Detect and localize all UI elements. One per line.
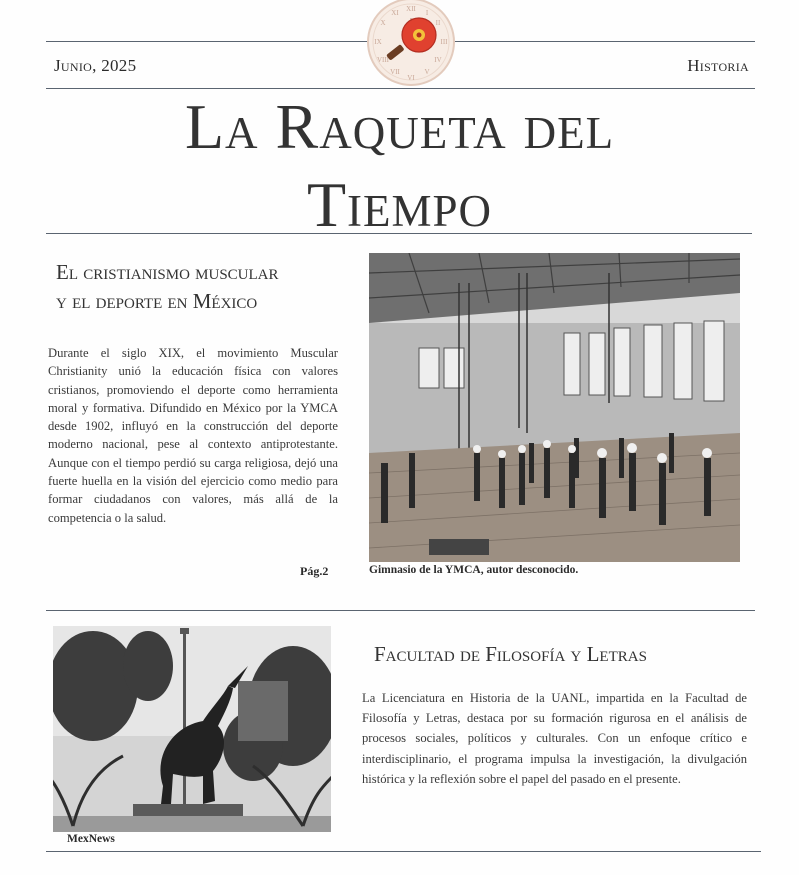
svg-text:XI: XI — [391, 9, 399, 17]
article2-title: Facultad de Filosofía y Letras — [374, 642, 647, 666]
gym-photo-caption: Gimnasio de la YMCA, autor desconocido. — [369, 564, 579, 576]
issue-date: Junio, 2025 — [54, 56, 137, 75]
svg-text:VII: VII — [390, 68, 400, 76]
section-divider-rule — [46, 610, 755, 611]
article1-title — [56, 258, 366, 316]
masthead-title — [0, 88, 799, 244]
svg-text:IV: IV — [434, 56, 442, 64]
masthead-title-line1: La Raqueta del — [184, 91, 615, 162]
svg-text:II: II — [435, 19, 441, 27]
svg-text:III: III — [440, 38, 448, 46]
article1-body: Durante el siglo XIX, el movimiento Muscular Christianity unió la educación física con valores cristianos, promoviendo el deporte como herramienta moral y formativa. Difundido en México por la YMCA desde 1902, influyó en la construcción del deporte moderno nacional, pese al contexto antiprotestante. Aunque con el tiempo perdió su carga religiosa, dejó una fuerte huella en la visión del ejercicio como medio para formar ciudadanos con valores, más allá de la competencia o la salud. — [48, 346, 338, 525]
masthead-title-line2: Tiempo — [306, 169, 493, 240]
section-label: Historia — [687, 56, 749, 75]
svg-text:VI: VI — [407, 74, 415, 82]
ping-pong-paddle-clock-icon — [364, 0, 458, 88]
unicorn-photo-caption: MexNews — [67, 833, 115, 845]
svg-text:I: I — [425, 9, 429, 17]
footer-rule — [46, 851, 761, 852]
svg-text:XII: XII — [406, 5, 416, 13]
ymca-gymnasium-photo — [369, 253, 740, 562]
svg-text:V: V — [424, 68, 430, 76]
article1-page-ref: Pág.2 — [300, 564, 329, 578]
svg-text:VIII: VIII — [376, 56, 390, 64]
article2-body: La Licenciatura en Historia de la UANL, impartida en la Facultad de Filosofía y Letras, destaca por su formación rigurosa en el análisis de procesos sociales, políticos y culturales. Con un enfoque crítico e interdisciplinario, el programa impulsa la investigación, la divulgación histórica y la reflexión sobre el papel del pasado en el presente. — [362, 691, 747, 786]
article1-title-line2: y el deporte en México — [56, 289, 258, 313]
svg-text:X: X — [380, 19, 386, 27]
article1-title-line1: El cristianismo muscular — [56, 260, 279, 284]
unicorn-statue-photo — [53, 626, 331, 832]
svg-text:IX: IX — [374, 38, 382, 46]
